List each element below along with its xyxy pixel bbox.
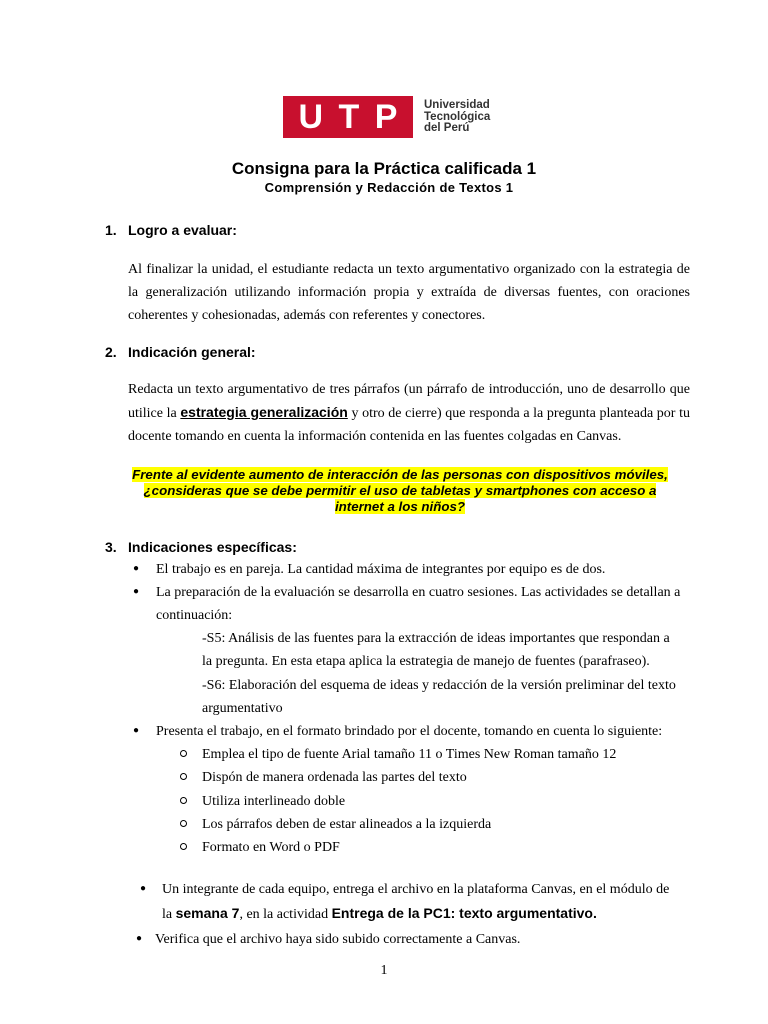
logo-letter-p: P <box>374 98 398 136</box>
session-s6: -S6: Elaboración del esquema de ideas y redacción de la versión preliminar del texto <box>202 678 676 693</box>
text-run: la <box>162 907 176 922</box>
sub-bullet-circle <box>180 773 187 780</box>
list-item: El trabajo es en pareja. La cantidad máxima de integrantes por equipo es de dos. <box>156 562 606 577</box>
section-heading-indicacion <box>105 344 256 360</box>
logo-wordmark <box>424 100 490 135</box>
list-item-continuation: continuación: <box>156 608 233 623</box>
section-title: Indicación general: <box>128 344 256 360</box>
sub-list-item: Formato en Word o PDF <box>202 840 340 855</box>
activity-label: Entrega de la PC1: texto argumentativo. <box>331 905 597 921</box>
sub-list-item: Los párrafos deben de estar alineados a la izquierda <box>202 817 492 832</box>
bullet-dot: ● <box>133 725 140 736</box>
section-number: 3. <box>105 539 117 555</box>
bullet-dot: ● <box>140 883 147 894</box>
highlighted-question <box>130 467 670 515</box>
bullet-dot: ● <box>136 933 143 944</box>
list-item: Presenta el trabajo, en el formato brindado por el docente, tomando en cuenta lo siguiente: <box>156 724 663 739</box>
section-title: Indicaciones específicas: <box>128 539 297 555</box>
bullet-dot: ● <box>133 586 140 597</box>
sub-list-item: Emplea el tipo de fuente Arial tamaño 11 o Times New Roman tamaño 12 <box>202 747 617 762</box>
text-run: , en la actividad <box>239 907 332 922</box>
week-label: semana 7 <box>175 905 240 921</box>
section-heading-logro <box>105 222 237 238</box>
indicacion-paragraph <box>128 378 690 448</box>
list-item-continuation <box>162 902 597 926</box>
session-s5: -S5: Análisis de las fuentes para la extracción de ideas importantes que respondan a <box>202 631 670 646</box>
logo-letter-u: U <box>298 98 324 136</box>
section-number: 2. <box>105 344 117 360</box>
paragraph-text: Redacta un texto argumentativo de tres párrafos (un párrafo de introducción, uno de desarrollo que utilice la <box>128 382 690 421</box>
paragraph-text: y otro de cierre) que responda a la pregunta planteada por tu docente tomando en cuenta la información contenida en las fuentes colgadas en Canvas. <box>128 406 690 444</box>
sub-bullet-circle <box>180 797 187 804</box>
strategy-link[interactable]: estrategia generalización <box>180 404 348 420</box>
logo-letter-t: T <box>338 98 360 136</box>
logo-line: Tecnológica <box>424 110 491 123</box>
list-item: La preparación de la evaluación se desarrolla en cuatro sesiones. Las actividades se detallan a <box>156 585 681 600</box>
document-title: Consigna para la Práctica calificada 1 <box>231 159 537 178</box>
section-heading-especificas <box>105 539 297 555</box>
session-s5-continuation: la pregunta. En esta etapa aplica la estrategia de manejo de fuentes (parafraseo). <box>202 654 650 669</box>
logro-paragraph: Al finalizar la unidad, el estudiante redacta un texto argumentativo organizado con la estrategia de la generalización utilizando información propia y extraída de diversas fuentes, con oraciones coherentes y cohesionadas, además con referentes y conectores. <box>128 262 690 323</box>
logo-line: Universidad <box>424 99 490 111</box>
session-s6-continuation: argumentativo <box>202 701 283 716</box>
list-item: Un integrante de cada equipo, entrega el archivo en la plataforma Canvas, en el módulo de <box>162 882 670 897</box>
utp-logo <box>283 96 413 138</box>
logo-line: del Perú <box>424 122 470 134</box>
document-subtitle: Comprensión y Redacción de Textos 1 <box>264 180 514 195</box>
section-number: 1. <box>105 222 117 238</box>
bullet-dot: ● <box>133 563 140 574</box>
sub-bullet-circle <box>180 750 187 757</box>
sub-list-item: Utiliza interlineado doble <box>202 794 346 809</box>
page-number: 1 <box>380 963 388 978</box>
sub-bullet-circle <box>180 843 187 850</box>
sub-list-item: Dispón de manera ordenada las partes del texto <box>202 770 467 785</box>
list-item: Verifica que el archivo haya sido subido correctamente a Canvas. <box>155 932 521 947</box>
question-text: Frente al evidente aumento de interacción de las personas con dispositivos móviles, ¿consideras que se debe permitir el uso de tabletas y smartphones con acceso a internet a los niños? <box>132 467 668 514</box>
section-title: Logro a evaluar: <box>128 222 237 238</box>
sub-bullet-circle <box>180 820 187 827</box>
